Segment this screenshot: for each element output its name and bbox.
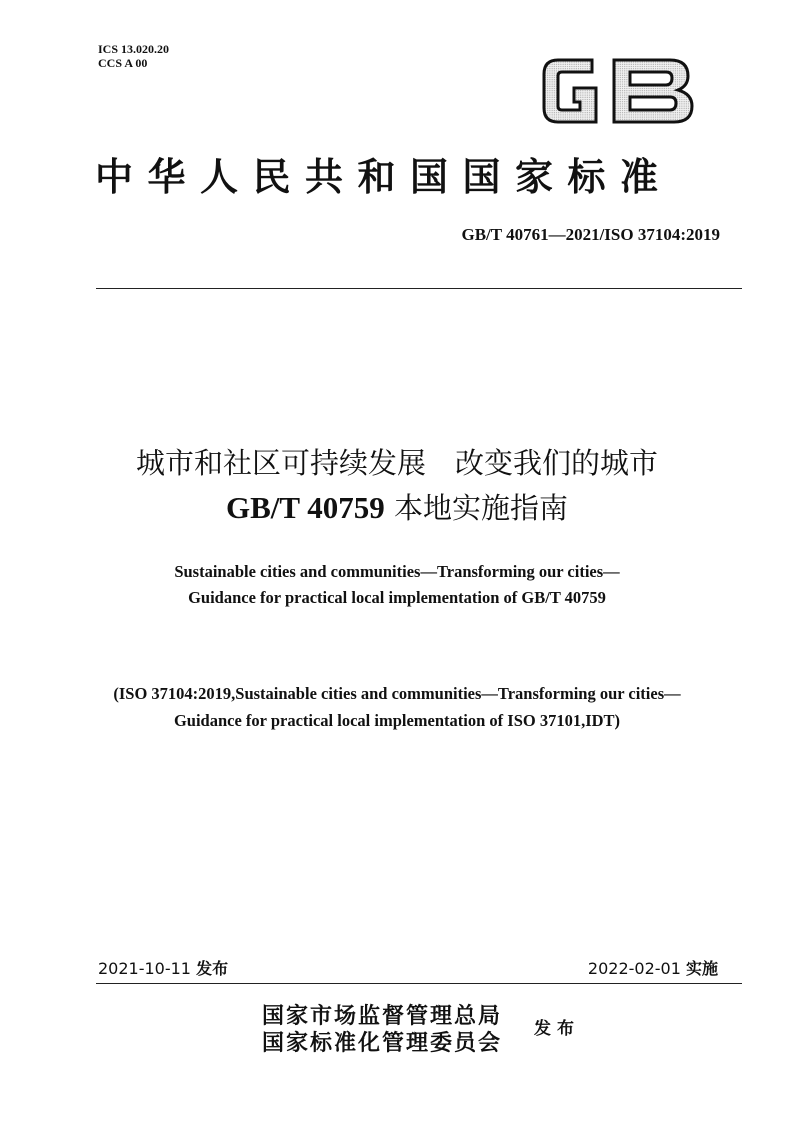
iso-reference-line-2: Guidance for practical local implementation of ISO 37101,IDT)	[173, 711, 621, 730]
issue-date	[98, 958, 228, 980]
issuer-org-2: 国家标准化管理委员会	[262, 1030, 503, 1056]
ics-code: ICS 13.020.20	[98, 42, 170, 56]
ccs-code: CCS A 00	[98, 56, 148, 70]
issuer-org-1: 国家市场监督管理总局	[262, 1003, 503, 1029]
gb-logo	[540, 50, 698, 132]
chinese-title-standard-ref: GB/T 40759	[225, 490, 385, 525]
english-title-line-1: Sustainable cities and communities—Transforming our cities—	[174, 562, 620, 581]
issue-date-value: 2021-10-11	[98, 959, 191, 978]
top-divider	[96, 288, 742, 289]
implementation-date	[588, 958, 718, 980]
chinese-title-line-2	[0, 489, 794, 527]
chinese-title-subtitle: 本地实施指南	[393, 491, 568, 525]
implementation-date-value: 2022-02-01	[587, 959, 681, 978]
implementation-date-label: 实施	[685, 959, 718, 978]
publish-label: 发布	[534, 1019, 580, 1039]
national-standard-heading: 中华人民共和国国家标准	[95, 155, 673, 199]
english-title-line-2: Guidance for practical local implementation of GB/T 40759	[188, 588, 606, 607]
standard-number: GB/T 40761—2021/ISO 37104:2019	[461, 225, 720, 244]
iso-reference-line-1: (ISO 37104:2019,Sustainable cities and communities—Transforming our cities—	[113, 684, 681, 703]
bottom-divider	[96, 983, 742, 984]
issue-date-label: 发布	[196, 959, 229, 978]
chinese-title-line-1: 城市和社区可持续发展 改变我们的城市	[135, 446, 658, 480]
